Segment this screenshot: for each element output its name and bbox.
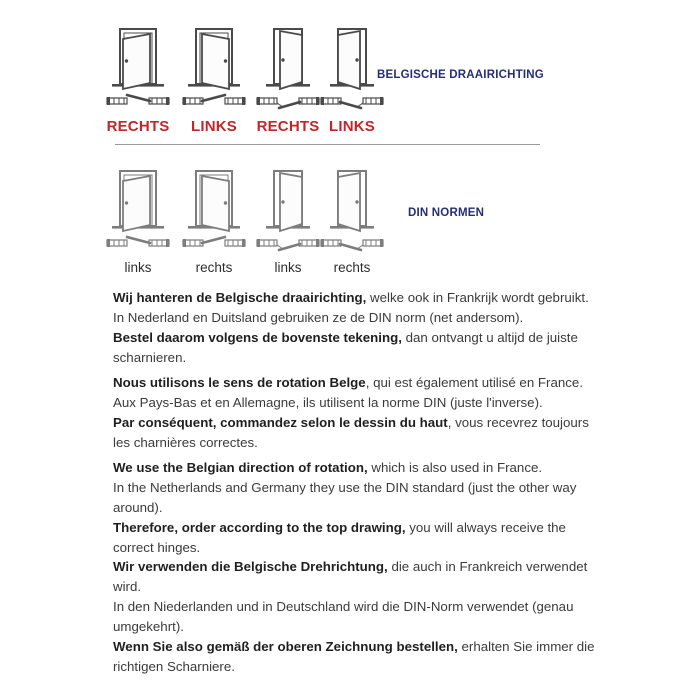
door-swing-label: LINKS xyxy=(191,118,237,135)
hinge-plan-front-left-icon xyxy=(182,92,246,112)
door-open-back-hinge-left-icon xyxy=(320,26,384,92)
hinge-plan-front-right-icon xyxy=(106,234,170,254)
french-bold-lead-2: Par conséquent, commandez selon le dessin du haut xyxy=(113,415,448,430)
german-text-2: In den Niederlanden und in Deutschland wird die DIN-Norm verwendet (genau umgekehrt). xyxy=(113,599,574,634)
hinge-plan-front-right-icon xyxy=(106,92,170,112)
french-text-3: , vous recevrez toujours les charnières correctes. xyxy=(113,415,589,450)
dutch-bold-lead-2: Bestel daarom volgens de bovenste tekening, xyxy=(113,330,402,345)
french-text-2: Aux Pays-Bas et en Allemagne, ils utilisent la norme DIN (juste l'inverse). xyxy=(113,395,543,410)
english-bold-lead-1: We use the Belgian direction of rotation, xyxy=(113,460,368,475)
door-figure-belgian-2 xyxy=(182,26,246,135)
door-swing-label: LINKS xyxy=(329,118,375,135)
hinge-plan-back-right-icon xyxy=(256,92,320,112)
door-figure-belgian-4 xyxy=(320,26,384,135)
door-figure-belgian-3 xyxy=(256,26,320,135)
door-open-front-hinge-right-icon xyxy=(106,168,170,234)
section-divider xyxy=(115,144,540,145)
english-text-3: you will always receive the correct hinges. xyxy=(113,520,566,555)
paragraph-english xyxy=(113,458,600,558)
english-bold-lead-2: Therefore, order according to the top drawing, xyxy=(113,520,406,535)
door-open-back-hinge-right-icon xyxy=(256,168,320,234)
belgian-section-heading: BELGISCHE DRAAIRICHTING xyxy=(377,69,544,81)
door-figure-din-2 xyxy=(182,168,246,275)
door-open-back-hinge-left-icon xyxy=(320,168,384,234)
door-figure-din-1 xyxy=(106,168,170,275)
door-swing-label: rechts xyxy=(333,260,371,275)
door-swing-label: links xyxy=(124,260,152,275)
hinge-plan-front-left-icon xyxy=(182,234,246,254)
paragraph-german xyxy=(113,557,600,677)
din-section-heading: DIN NORMEN xyxy=(408,207,485,219)
german-text-3: erhalten Sie immer die richtigen Scharniere. xyxy=(113,639,595,674)
french-text-1: , qui est également utilisé en France. xyxy=(365,375,583,390)
english-text-1: which is also used in France. xyxy=(367,460,543,475)
door-figure-din-4 xyxy=(320,168,384,275)
paragraph-french xyxy=(113,373,600,453)
german-text-1: die auch in Frankreich verwendet wird. xyxy=(113,559,588,594)
door-swing-label: RECHTS xyxy=(256,118,320,135)
door-open-front-hinge-left-icon xyxy=(182,26,246,92)
door-open-back-hinge-right-icon xyxy=(256,26,320,92)
door-swing-label: rechts xyxy=(195,260,233,275)
door-open-front-hinge-right-icon xyxy=(106,26,170,92)
dutch-text-1: welke ook in Frankrijk wordt gebruikt. xyxy=(366,290,589,305)
dutch-text-3: dan ontvangt u altijd de juiste scharnieren. xyxy=(113,330,578,365)
french-bold-lead-1: Nous utilisons le sens de rotation Belge xyxy=(113,375,366,390)
hinge-plan-back-left-icon xyxy=(320,92,384,112)
german-bold-lead-2: Wenn Sie also gemäß der oberen Zeichnung bestellen, xyxy=(113,639,458,654)
door-swing-label: RECHTS xyxy=(106,118,170,135)
dutch-bold-lead-1: Wij hanteren de Belgische draairichting, xyxy=(113,290,367,305)
door-swing-label: links xyxy=(274,260,302,275)
hinge-plan-back-right-icon xyxy=(256,234,320,254)
hinge-plan-back-left-icon xyxy=(320,234,384,254)
door-open-front-hinge-left-icon xyxy=(182,168,246,234)
paragraph-dutch xyxy=(113,288,600,368)
door-figure-belgian-1 xyxy=(106,26,170,135)
english-text-2: In the Netherlands and Germany they use the DIN standard (just the other way around). xyxy=(113,480,577,515)
dutch-text-2: In Nederland en Duitsland gebruiken ze de DIN norm (net andersom). xyxy=(113,310,524,325)
door-figure-din-3 xyxy=(256,168,320,275)
german-bold-lead-1: Wir verwenden die Belgische Drehrichtung, xyxy=(113,559,388,574)
